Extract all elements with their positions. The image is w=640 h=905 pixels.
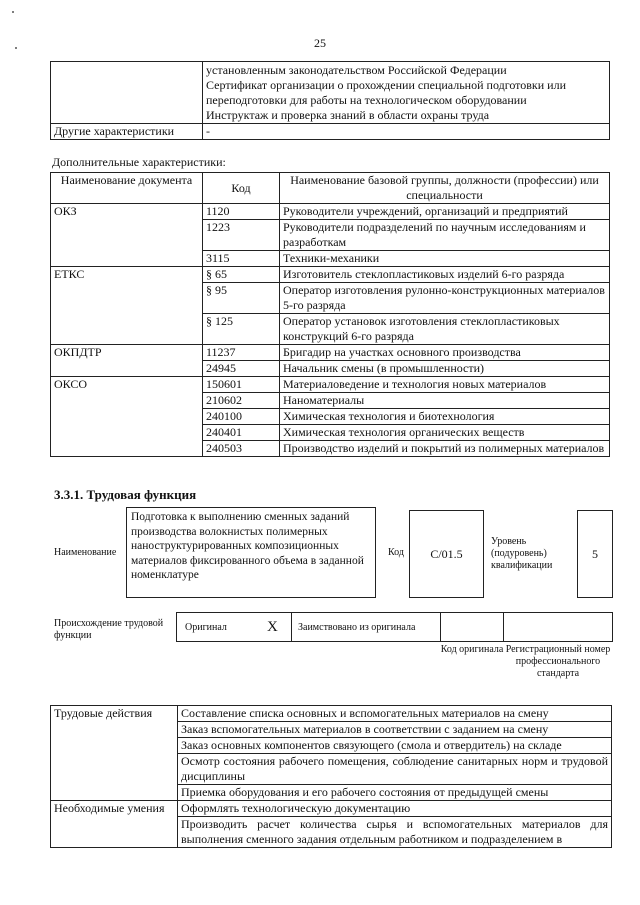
function-name-value: Подготовка к выполнению сменных заданий производства волокнистых полимерных наноструктурированных композиционных материалов фиксированного объема в заданной номенклатуре xyxy=(131,511,364,581)
doc-cell: ОКПДТР xyxy=(51,345,203,377)
doc-cell: ОКЗ xyxy=(51,204,203,267)
caption-code: Код оригинала xyxy=(440,644,504,655)
function-name-box xyxy=(126,507,376,598)
action-item: Приемка оборудования и его рабочего состояния от предыдущей смены xyxy=(178,785,612,801)
code-cell: 210602 xyxy=(203,393,280,409)
action-item: Заказ вспомогательных материалов в соответствии с заданием на смену xyxy=(178,722,612,738)
other-characteristics-value: - xyxy=(203,124,610,140)
actions-label: Трудовые действия xyxy=(51,706,178,801)
name-label: Наименование xyxy=(54,547,117,558)
name-cell: Химическая технология органических веществ xyxy=(280,425,610,441)
header-code: Код xyxy=(203,173,280,204)
skill-item: Производить расчет количества сырья и вспомогательных материалов для выполнения сменного задания отдельным работником и подразделением в xyxy=(178,817,612,848)
origin-label: Происхождение трудовой функции xyxy=(54,618,164,641)
action-item: Заказ основных компонентов связующего (смола и отвердитель) на складе xyxy=(178,738,612,754)
empty-cell xyxy=(51,62,203,124)
requirement-line: установленным законодательством Российской Федерации xyxy=(206,63,507,77)
top-table-row xyxy=(51,124,610,140)
header-doc: Наименование документа xyxy=(51,173,203,204)
code-cell: 240401 xyxy=(203,425,280,441)
code-cell: 240100 xyxy=(203,409,280,425)
table-row xyxy=(51,377,610,393)
scan-speck xyxy=(12,11,14,13)
registration-cell xyxy=(503,612,613,642)
code-cell: 3115 xyxy=(203,251,280,267)
name-cell: Руководители подразделений по научным исследованиям и разработкам xyxy=(280,220,610,251)
doc-cell: ОКСО xyxy=(51,377,203,457)
name-cell: Наноматериалы xyxy=(280,393,610,409)
code-cell: 150601 xyxy=(203,377,280,393)
table-row xyxy=(51,706,612,722)
action-item: Составление списка основных и вспомогательных материалов на смену xyxy=(178,706,612,722)
requirement-line: переподготовки для работы на технологическом оборудовании xyxy=(206,93,527,107)
code-cell: § 95 xyxy=(203,283,280,314)
code-cell: 1120 xyxy=(203,204,280,220)
additional-title: Дополнительные характеристики: xyxy=(52,155,226,169)
name-cell: Оператор изготовления рулонно-конструкционных материалов 5-го разряда xyxy=(280,283,610,314)
additional-table xyxy=(50,172,610,457)
additional-header-row xyxy=(51,173,610,204)
original-code-cell xyxy=(440,612,504,642)
original-label: Оригинал xyxy=(185,622,227,633)
requirements-cell xyxy=(203,62,610,124)
name-cell: Руководители учреждений, организаций и предприятий xyxy=(280,204,610,220)
action-item: Осмотр состояния рабочего помещения, соблюдение санитарных норм и трудовой дисциплины xyxy=(178,754,612,785)
requirement-line: Сертификат организации о прохождении специальной подготовки или xyxy=(206,78,567,92)
header-name: Наименование базовой группы, должности (профессии) или специальности xyxy=(280,173,610,204)
table-row xyxy=(51,801,612,817)
name-cell: Техники-механики xyxy=(280,251,610,267)
code-box xyxy=(409,510,484,598)
borrowed-label: Заимствовано из оригинала xyxy=(298,622,416,633)
code-cell: § 125 xyxy=(203,314,280,345)
code-cell: 24945 xyxy=(203,361,280,377)
page-number: 25 xyxy=(314,36,326,50)
table-row xyxy=(51,267,610,283)
level-box xyxy=(577,510,613,598)
name-cell: Химическая технология и биотехнология xyxy=(280,409,610,425)
name-cell: Бригадир на участках основного производства xyxy=(280,345,610,361)
name-cell: Оператор установок изготовления стеклопластиковых конструкций 6-го разряда xyxy=(280,314,610,345)
section-heading: 3.3.1. Трудовая функция xyxy=(54,487,197,502)
name-cell: Изготовитель стеклопластиковых изделий 6-го разряда xyxy=(280,267,610,283)
level-label: Уровень (подуровень) квалификации xyxy=(491,536,553,571)
code-cell: 240503 xyxy=(203,441,280,457)
skill-item: Оформлять технологическую документацию xyxy=(178,801,612,817)
skills-label: Необходимые умения xyxy=(51,801,178,848)
borrowed-cell xyxy=(291,612,441,642)
caption-registration: Регистрационный номер профессионального стандарта xyxy=(505,644,611,679)
name-cell: Начальник смены (в промышленности) xyxy=(280,361,610,377)
actions-table xyxy=(50,705,612,848)
code-cell: 11237 xyxy=(203,345,280,361)
top-table xyxy=(50,61,610,140)
code-value: С/01.5 xyxy=(430,546,463,561)
requirement-line: Инструктаж и проверка знаний в области охраны труда xyxy=(206,108,490,122)
table-row xyxy=(51,204,610,220)
code-cell: § 65 xyxy=(203,267,280,283)
origin-row xyxy=(176,612,613,642)
table-row xyxy=(51,345,610,361)
original-mark: X xyxy=(267,619,278,635)
level-value: 5 xyxy=(592,546,598,561)
top-table-row xyxy=(51,62,610,124)
other-characteristics-label: Другие характеристики xyxy=(51,124,203,140)
doc-cell: ЕТКС xyxy=(51,267,203,345)
code-label: Код xyxy=(388,547,404,558)
name-cell: Производство изделий и покрытий из полимерных материалов xyxy=(280,441,610,457)
code-cell: 1223 xyxy=(203,220,280,251)
original-cell xyxy=(176,612,292,642)
name-cell: Материаловедение и технология новых материалов xyxy=(280,377,610,393)
